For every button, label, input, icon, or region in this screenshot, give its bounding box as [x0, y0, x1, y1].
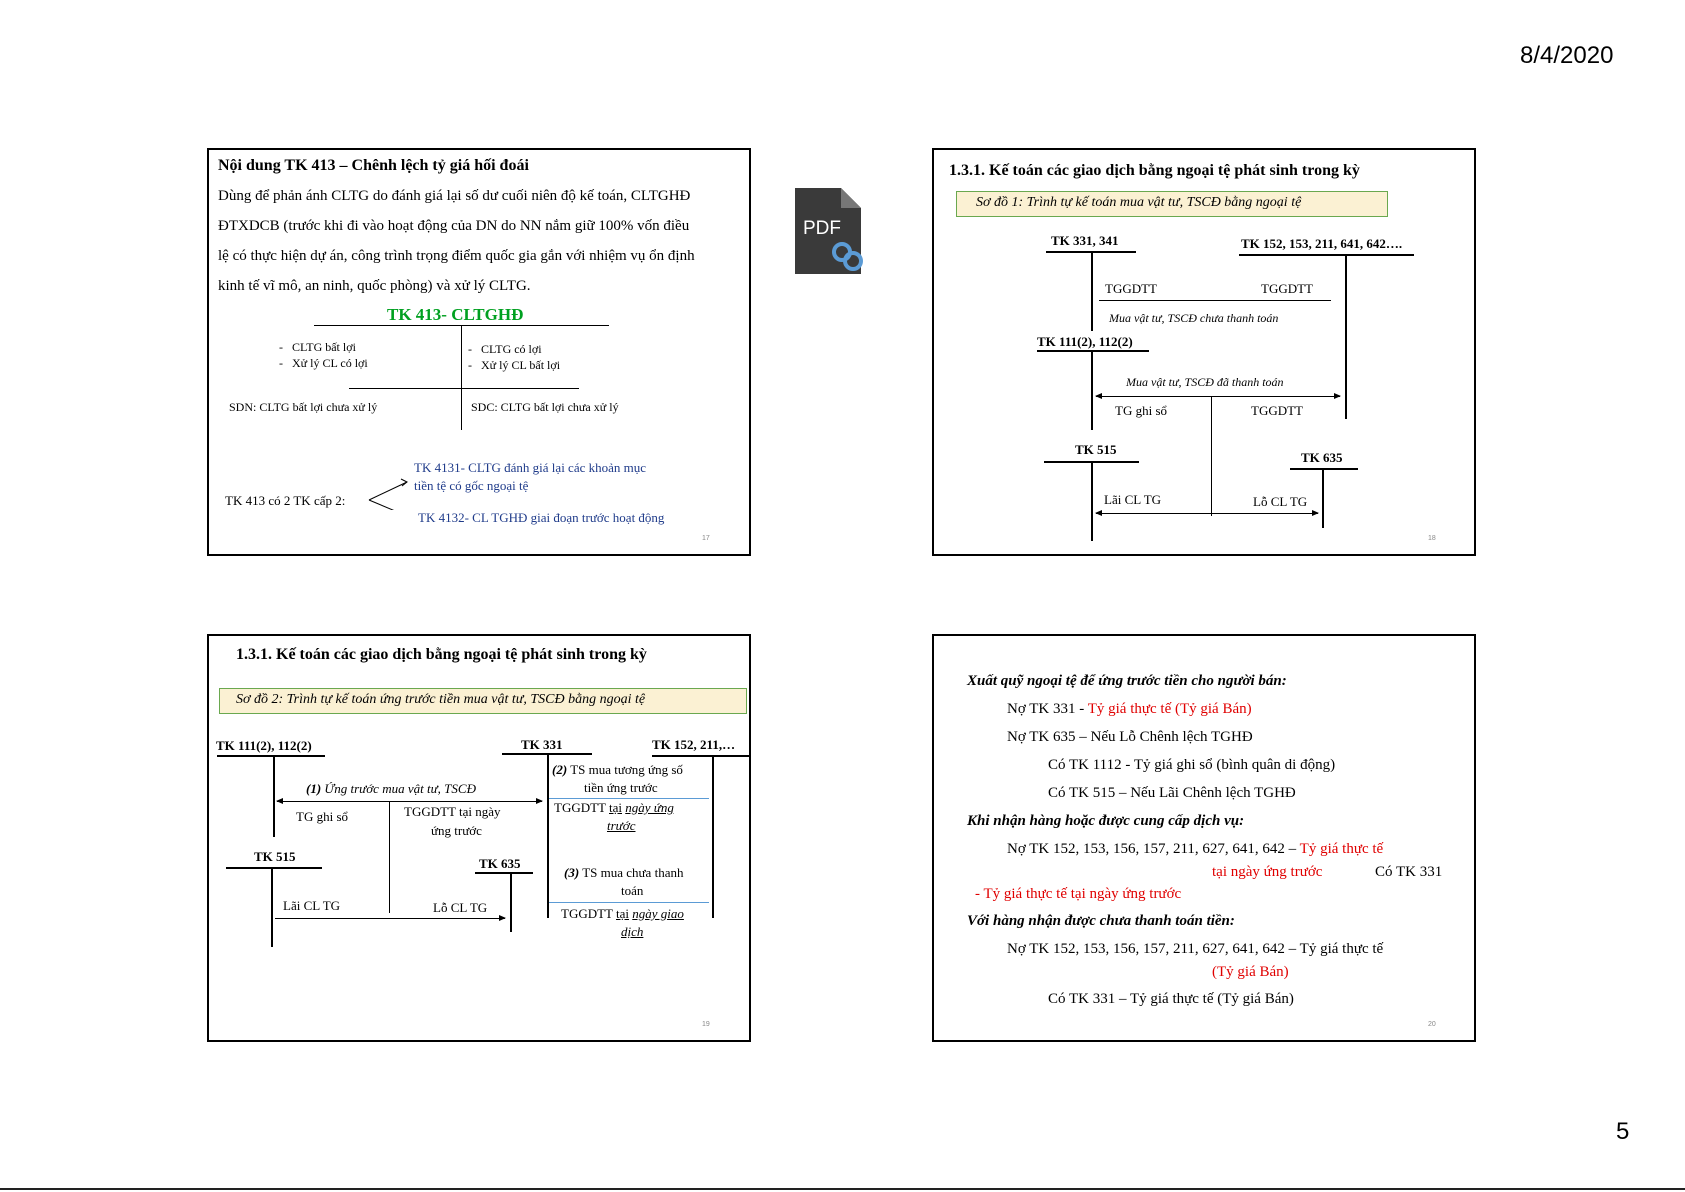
- step1-label: (1) Ứng trước mua vật tư, TSCĐ: [306, 781, 476, 796]
- slide-19-title: 1.3.1. Kế toán các giao dịch bằng ngoại tệ phát sinh trong kỳ: [236, 646, 647, 663]
- tk331-341-label: TK 331, 341: [1051, 233, 1119, 248]
- tk635-label: TK 635: [1301, 450, 1343, 465]
- tggdtt2-line2: trước: [607, 818, 636, 833]
- buy-unpaid-line: [1099, 300, 1331, 301]
- slide-20-line-6a: tại ngày ứng trước: [1212, 864, 1323, 880]
- tk111-top: [217, 755, 325, 757]
- step3-line1: (3) TS mua chưa thanh: [564, 865, 684, 880]
- tk152-stem: [1345, 254, 1347, 419]
- buy-paid-arrow: [1096, 396, 1340, 397]
- tk515-top: [226, 867, 322, 869]
- sdc-label: SDC: CLTG bất lợi chưa xử lý: [471, 400, 619, 414]
- tk331-stem: [547, 753, 549, 918]
- tk152-label: TK 152, 153, 211, 641, 642….: [1241, 236, 1403, 251]
- slide-17-number: 17: [702, 535, 710, 542]
- slide-20-line-6b: Có TK 331: [1375, 864, 1443, 880]
- tggdtt-c: TGGDTT: [1251, 403, 1303, 418]
- step1-arrow: [277, 801, 542, 802]
- left-item-1: - CLTG bất lợi: [279, 340, 356, 354]
- header-date: 8/4/2020: [1520, 42, 1614, 69]
- tk515-stem: [271, 867, 273, 947]
- slide-20-line-8: Nợ TK 152, 153, 156, 157, 211, 627, 641, 642 – Tỷ giá thực tế: [1007, 941, 1384, 957]
- tk635-top: [475, 872, 533, 874]
- tggdtt2-label: TGGDTT tại ngày ứng: [554, 800, 674, 815]
- slide-18-number: 18: [1428, 535, 1436, 542]
- tk152-label: TK 152, 211,…: [652, 737, 736, 752]
- tk111-label: TK 111(2), 112(2): [1037, 334, 1133, 349]
- slide-20-line-3: Có TK 1112 - Tỷ giá ghi sổ (bình quân di động): [1048, 757, 1336, 773]
- slide-19: [207, 634, 751, 1042]
- tggdtt-adv-line1: TGGDTT tại ngày: [404, 804, 501, 819]
- gain-label: Lãi CL TG: [1104, 492, 1162, 507]
- t-account-divider: [461, 325, 462, 430]
- slide-17-desc-4: kinh tế vĩ mô, an ninh, quốc phòng) và xử lý CLTG.: [218, 278, 531, 294]
- page-number: 5: [1616, 1118, 1630, 1145]
- t-account-title: TK 413- CLTGHĐ: [387, 305, 524, 324]
- slide-19-subtitle: Sơ đồ 2: Trình tự kế toán ứng trước tiền mua vật tư, TSCĐ bằng ngoại tệ: [236, 692, 646, 707]
- right-item-1: - CLTG có lợi: [468, 342, 542, 356]
- tk515-stem: [1091, 461, 1093, 541]
- tg-book-label: TG ghi sổ: [296, 809, 348, 824]
- tggdtt3-line2: dịch: [621, 924, 644, 939]
- slide-20-heading-3: Với hàng nhận được chưa thanh toán tiền:: [967, 913, 1235, 929]
- buy-unpaid-label: Mua vật tư, TSCĐ chưa thanh toán: [1109, 311, 1279, 325]
- tk331-stem: [1091, 251, 1093, 331]
- slide-20-line-10: Có TK 331 – Tỷ giá thực tế (Tỷ giá Bán): [1048, 991, 1294, 1007]
- tggdtt-a: TGGDTT: [1105, 281, 1157, 296]
- slide-20-number: 20: [1428, 1021, 1436, 1028]
- tk152-top: [1239, 254, 1414, 256]
- slide-18-subtitle: Sơ đồ 1: Trình tự kế toán mua vật tư, TSCĐ bằng ngoại tệ: [976, 195, 1302, 210]
- slide-17-desc-1: Dùng để phản ánh CLTG do đánh giá lại số dư cuối niên độ kế toán, CLTGHĐ: [218, 188, 691, 204]
- slide-17-desc-3: lệ có thực hiện dự án, công trình trọng điểm quốc gia gắn với nhiệm vụ ổn định: [218, 248, 695, 264]
- has-two-subaccounts: TK 413 có 2 TK cấp 2:: [225, 493, 346, 508]
- pdf-link-icon[interactable]: [793, 186, 863, 276]
- t-account-balance-line: [349, 388, 579, 389]
- tggdtt-adv-line2: ứng trước: [431, 823, 482, 838]
- slide-20-line-1: Nợ TK 331 - Tỷ giá thực tế (Tỷ giá Bán): [1007, 701, 1252, 717]
- pdf-icon-label: PDF: [803, 218, 841, 239]
- slide-20: [932, 634, 1476, 1042]
- page-bottom-border: [0, 1188, 1685, 1190]
- branch-arrows: [367, 450, 417, 510]
- loss-label: Lỗ CL TG: [1253, 494, 1308, 509]
- subaccount-4132: TK 4132- CL TGHĐ giai đoạn trước hoạt động: [418, 510, 665, 525]
- sdn-label: SDN: CLTG bất lợi chưa xử lý: [229, 400, 378, 414]
- tk111-stem: [273, 755, 275, 837]
- step2-line2: tiền ứng trước: [584, 780, 658, 795]
- step3-line2: toán: [621, 883, 644, 898]
- tg-book-label: TG ghi sổ: [1115, 403, 1167, 418]
- tggdtt-b: TGGDTT: [1261, 281, 1313, 296]
- slide-17-title: Nội dung TK 413 – Chênh lệch tỷ giá hối đoái: [218, 157, 529, 174]
- buy-paid-divider: [1211, 396, 1212, 516]
- step2-line1: (2) TS mua tương ứng số: [552, 762, 683, 777]
- tk111-label: TK 111(2), 112(2): [216, 738, 312, 753]
- gain-loss-arrow: [275, 918, 505, 919]
- tk111-stem: [1091, 350, 1093, 430]
- slide-20-heading-1: Xuất quỹ ngoại tệ để ứng trước tiền cho người bán:: [967, 673, 1287, 689]
- tk111-top: [1037, 350, 1149, 352]
- step1-divider: [389, 801, 390, 913]
- buy-paid-label: Mua vật tư, TSCĐ đã thanh toán: [1126, 375, 1284, 389]
- slide-20-line-9: (Tỷ giá Bán): [1212, 964, 1289, 980]
- slide-19-number: 19: [702, 1021, 710, 1028]
- subaccount-4131-line1: TK 4131- CLTG đánh giá lại các khoản mục: [414, 460, 647, 475]
- loss-label: Lỗ CL TG: [433, 900, 488, 915]
- tk635-label: TK 635: [479, 856, 521, 871]
- slide-20-line-2: Nợ TK 635 – Nếu Lỗ Chênh lệch TGHĐ: [1007, 729, 1253, 745]
- slide-20-heading-2: Khi nhận hàng hoặc được cung cấp dịch vụ:: [967, 813, 1245, 829]
- tk635-stem: [510, 872, 512, 932]
- tk515-label: TK 515: [254, 849, 296, 864]
- right-item-2: - Xử lý CL bất lợi: [468, 358, 561, 372]
- slide-20-line-4: Có TK 515 – Nếu Lãi Chênh lệch TGHĐ: [1048, 785, 1296, 801]
- subaccount-4131-line2: tiền tệ có gốc ngoại tệ: [414, 478, 529, 493]
- tk635-stem: [1322, 468, 1324, 528]
- gain-label: Lãi CL TG: [283, 898, 341, 913]
- tk635-top: [1290, 468, 1358, 470]
- slide-17: [207, 148, 751, 556]
- tggdtt3-label: TGGDTT tại ngày giao: [561, 906, 684, 921]
- slide-20-line-7: - Tỷ giá thực tế tại ngày ứng trước: [975, 886, 1182, 902]
- step2-separator: [549, 798, 709, 799]
- tk152-top: [652, 755, 751, 757]
- slide-18: [932, 148, 1476, 556]
- slide-17-desc-2: ĐTXDCB (trước khi đi vào hoạt động của DN do NN nắm giữ 100% vốn điều: [218, 218, 690, 234]
- slide-20-line-5: Nợ TK 152, 153, 156, 157, 211, 627, 641, 642 – Tỷ giá thực tế: [1007, 841, 1384, 857]
- tk152-stem: [712, 755, 714, 918]
- step3-separator: [549, 902, 709, 903]
- slide-18-title: 1.3.1. Kế toán các giao dịch bằng ngoại tệ phát sinh trong kỳ: [949, 162, 1360, 179]
- tk331-label: TK 331: [521, 737, 563, 752]
- tk515-label: TK 515: [1075, 442, 1117, 457]
- left-item-2: - Xử lý CL có lợi: [279, 356, 368, 370]
- gain-loss-arrow: [1096, 513, 1318, 514]
